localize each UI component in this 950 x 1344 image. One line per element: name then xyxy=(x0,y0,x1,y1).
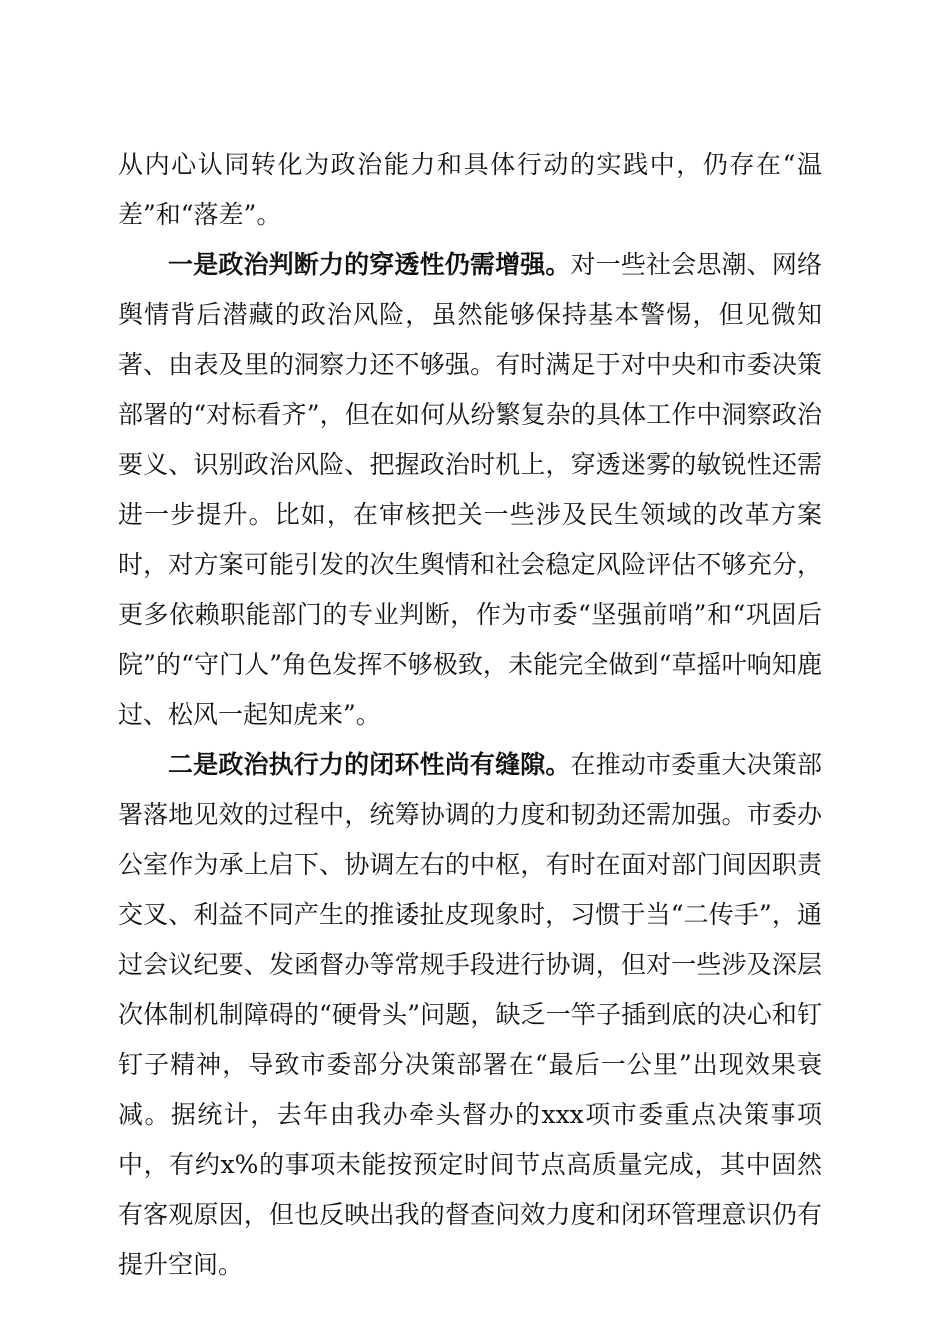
paragraph-text: 对一些社会思潮、网络舆情背后潜藏的政治风险，虽然能够保持基本警惕，但见微知著、由表及里的洞察力还不够强。有时满足于对中央和市委决策部署的“对标看齐”，但在如何从纷繁复杂的具体工作中洞察政治要义、识别政治风险、把握政治时机上，穿透迷雾的敏锐性还需进一步提升。比如，在审核把关一些涉及民生领域的改革方案时，对方案可能引发的次生舆情和社会稳定风险评估不够充分，更多依赖职能部门的专业判断，作为市委“坚强前哨”和“巩固后院”的“守门人”角色发挥不够极致，未能完全做到“草摇叶响知鹿过、松风一起知虎来”。 xyxy=(118,250,822,729)
paragraph-political-execution xyxy=(118,740,822,1290)
paragraph-political-judgment xyxy=(118,240,822,740)
paragraph-lead: 二是政治执行力的闭环性尚有缝隙。 xyxy=(168,750,571,779)
paragraph-text: 在推动市委重大决策部署落地见效的过程中，统筹协调的力度和韧劲还需加强。市委办公室作为承上启下、协调左右的中枢，有时在面对部门间因职责交叉、利益不同产生的推诿扯皮现象时，习惯于当“二传手”，通过会议纪要、发函督办等常规手段进行协调，但对一些涉及深层次体制机制障碍的“硬骨头”问题，缺乏一竿子插到底的决心和钉钉子精神，导致市委部分决策部署在“最后一公里”出现效果衰减。据统计，去年由我办牵头督办的xxx项市委重点决策事项中，有约x%的事项未能按预定时间节点高质量完成，其中固然有客观原因，但也反映出我的督查问效力度和闭环管理意识仍有提升空间。 xyxy=(118,750,822,1279)
paragraph-text: 从内心认同转化为政治能力和具体行动的实践中，仍存在“温差”和“落差”。 xyxy=(118,150,822,229)
document-body xyxy=(118,140,822,1290)
paragraph-continuation xyxy=(118,140,822,240)
paragraph-lead: 一是政治判断力的穿透性仍需增强。 xyxy=(168,250,571,279)
